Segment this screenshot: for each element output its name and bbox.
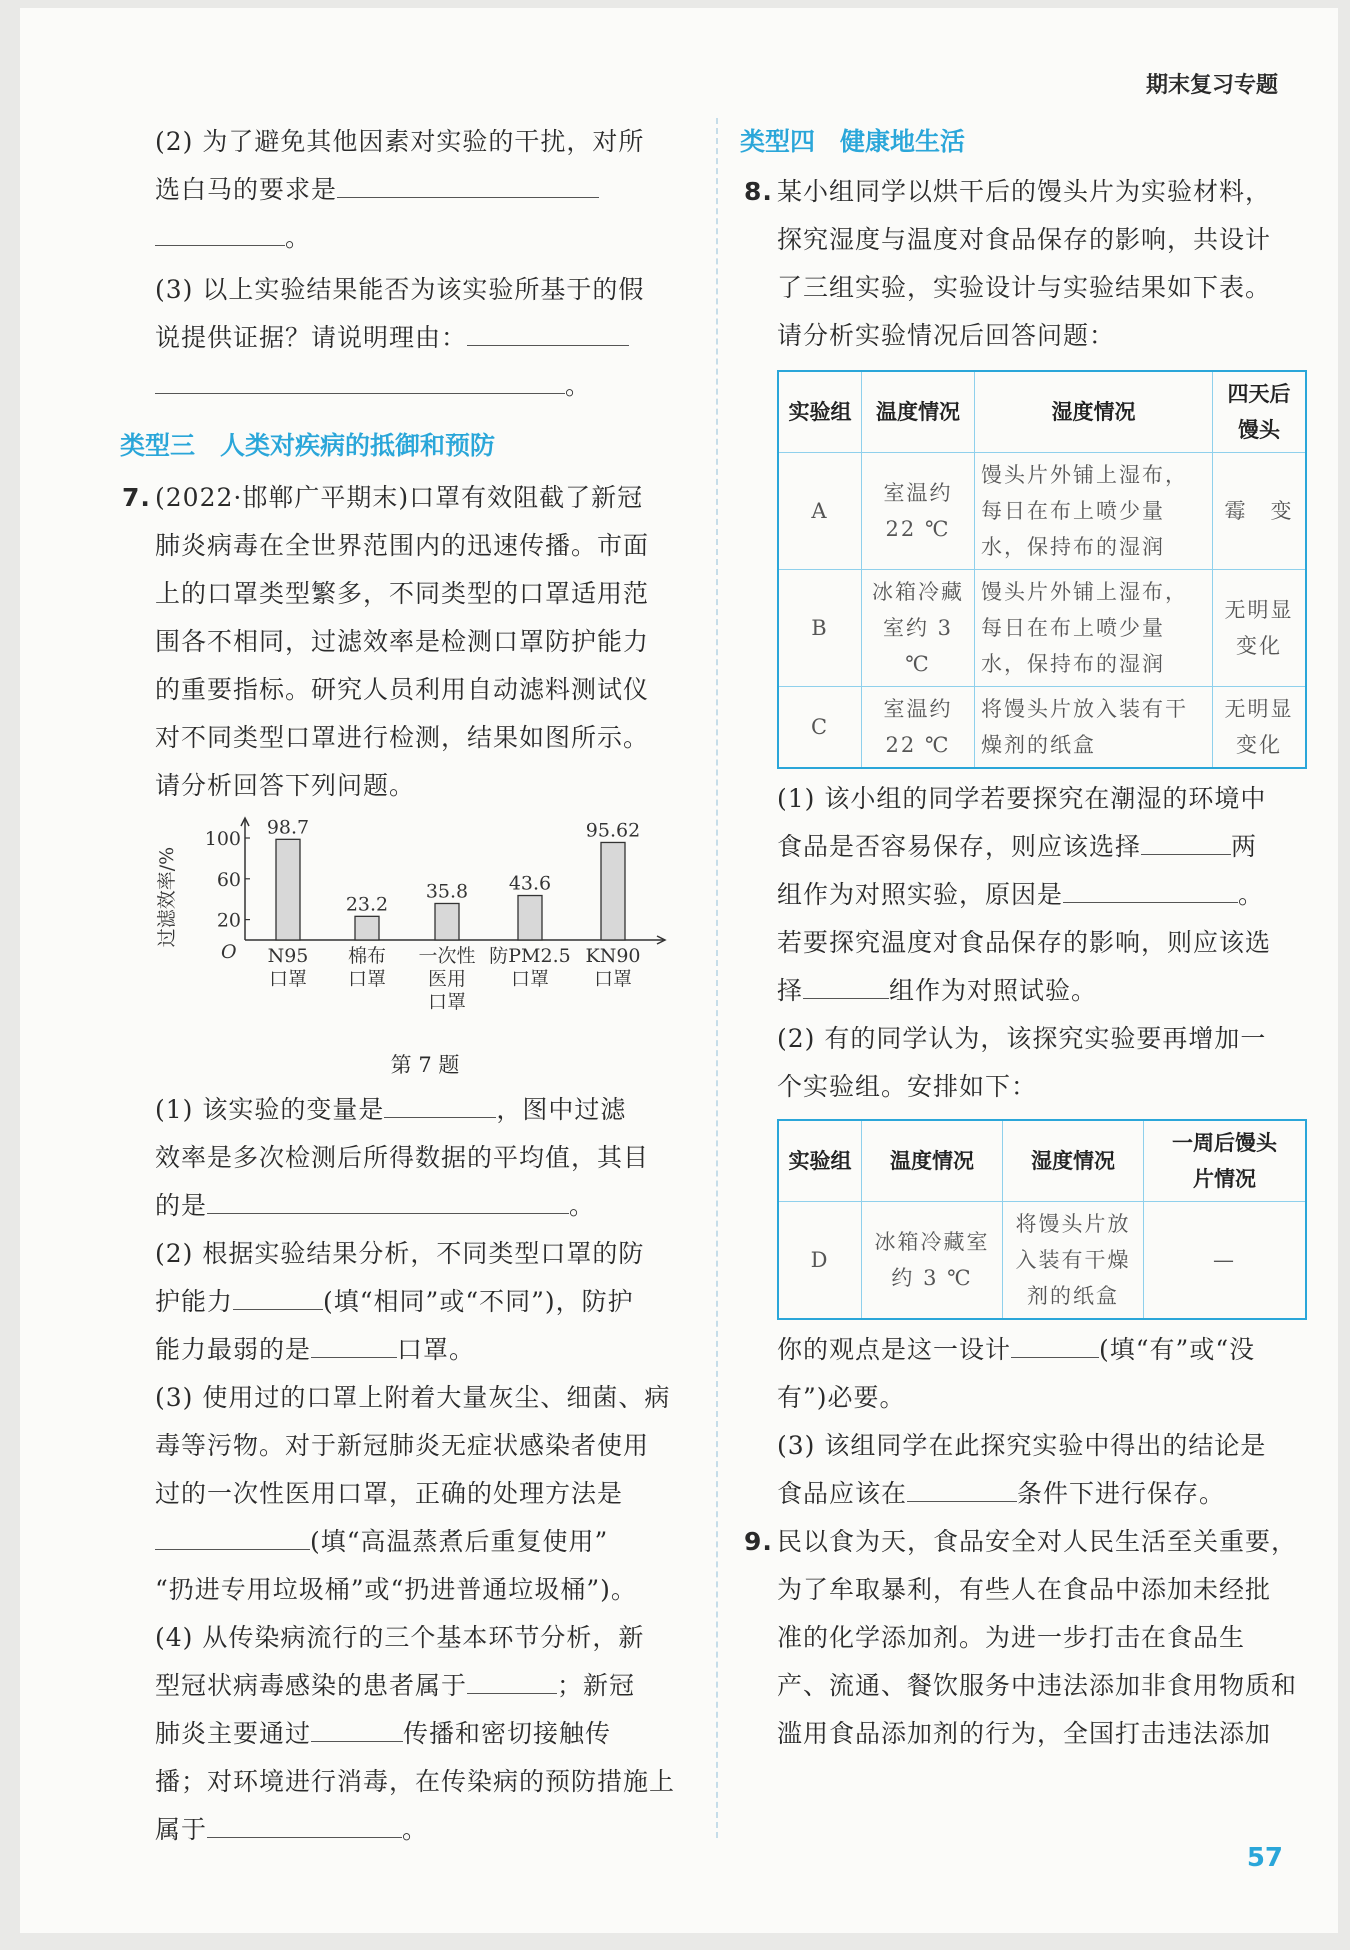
answer-blank[interactable] [1141,826,1231,855]
answer-blank[interactable] [467,317,629,346]
table-cell: D [778,1202,862,1320]
table-header: 温度情况 [862,1120,1003,1202]
q7-1-text: (1) 该实验的变量是 [155,1095,385,1124]
table-cell: 冰箱冷藏室 约 3 ℃ [862,1202,1003,1320]
answer-blank[interactable] [803,970,889,999]
answer-blank[interactable] [311,1713,403,1742]
x-tick-label: 防PM2.5 [489,945,571,967]
q9-line: 为了牟取暴利，有些人在食品中添加未经批 [777,1575,1272,1604]
q8-line: 请分析实验情况后回答问题： [777,321,1116,350]
answer-blank[interactable] [311,1329,397,1358]
q7-line [122,474,695,522]
q7-line: 围各不相同，过滤效率是检测口罩防护能力 [155,627,650,656]
section-heading-4: 类型四 健康地生活 [740,127,966,156]
x-tick-label: 口罩 [268,968,308,990]
q6-3-end: 。 [565,371,592,400]
q8-1-line2 [777,823,1307,871]
q9-line: 滥用食品添加剂的行为，全国打击违法添加 [777,1719,1272,1748]
q8-2-line4: 有”)必要。 [777,1383,906,1412]
page [20,8,1338,1933]
chart-caption: 第 7 题 [390,1053,460,1077]
table-header-row [778,371,1306,453]
x-tick-label: 棉布 [347,945,387,967]
column-divider [716,118,718,1838]
q6-2-line1: (2) 为了避免其他因素对实验的干扰，对所 [155,127,645,156]
y-tick-label: 60 [216,868,241,891]
section-heading-3: 类型三 人类对疾病的抵御和预防 [120,431,496,460]
bar [518,896,542,940]
q7-1-line2: 效率是多次检测后所得数据的平均值，其目 [155,1143,650,1172]
bar [355,916,379,940]
q7-4-line5 [155,1806,695,1854]
q8-1-line4: 若要探究温度对食品保存的影响，则应该选 [777,928,1272,957]
table-row [778,453,1306,570]
table-cell: 无明显 变化 [1213,570,1307,687]
bar [601,842,625,940]
y-axis-label: 过滤效率/% [156,846,178,948]
table-header-row [778,1120,1306,1202]
table-cell: 霉 变 [1213,453,1307,570]
q7-4-line4: 播；对环境进行消毒，在传染病的预防措施上 [155,1767,676,1796]
q8-3-line2 [777,1470,1307,1518]
q8-line [744,168,1307,216]
table-cell: — [1144,1202,1307,1320]
table-cell: 将馒头片放 入装有干燥 剂的纸盒 [1003,1202,1144,1320]
q6-3-line2 [155,314,695,362]
answer-blank[interactable] [337,169,599,198]
q7-3-text: (填“高温蒸煮后重复使用” [310,1527,609,1556]
q8-2-line2: 个实验组。安排如下： [777,1072,1038,1101]
table-cell: B [778,570,862,687]
q7-4-line2 [155,1662,695,1710]
chart-svg [145,810,685,1050]
y-tick-label: 100 [204,828,241,850]
x-tick-label: 口罩 [593,968,633,990]
question-7 [122,474,695,810]
q7-4-line3 [155,1710,695,1758]
q7-line: 请分析回答下列问题。 [155,771,416,800]
experiment-table-1 [777,370,1307,769]
q8-1-line1: (1) 该小组的同学若要探究在潮湿的环境中 [777,784,1267,813]
table-cell: C [778,687,862,769]
table-header: 四天后 馒头 [1213,371,1307,453]
question-number: 7. [122,483,151,512]
q8-2-text2: (填“有”或“没 [1099,1335,1256,1364]
answer-blank[interactable] [384,1089,496,1118]
q6-2-line3 [155,214,695,262]
table-cell: 室温约 22 ℃ [862,687,975,769]
table-header: 实验组 [778,371,862,453]
q7-3-line2: 毒等污物。对于新冠肺炎无症状感染者使用 [155,1431,650,1460]
question-number: 9. [744,1527,773,1556]
q7-2-text3: 能力最弱的是 [155,1335,312,1364]
data-label: 35.8 [425,880,469,903]
q7-text: (2022·邯郸广平期末)口罩有效阻截了新冠 [155,483,644,512]
q8-1-line5 [777,967,1307,1015]
answer-blank[interactable] [207,1809,402,1838]
q8-1-text3: 组作为对照实验，原因是 [777,880,1064,909]
answer-blank[interactable] [1063,874,1238,903]
q7-3-line3: 过的一次性医用口罩，正确的处理方法是 [155,1479,624,1508]
answer-blank[interactable] [467,1665,557,1694]
q8-line: 了三组实验，实验设计与实验结果如下表。 [777,273,1272,302]
q7-1-line3 [155,1182,695,1230]
x-tick-label: 口罩 [427,991,467,1013]
table-header: 湿度情况 [1003,1120,1144,1202]
experiment-table-2 [777,1119,1307,1320]
header-title: 期末复习专题 [1145,73,1278,98]
q7-2-line1: (2) 根据实验结果分析，不同类型口罩的防 [155,1239,645,1268]
q7-2-line2 [155,1278,695,1326]
table-cell: 冰箱冷藏 室约 3 ℃ [862,570,975,687]
table-cell: A [778,453,862,570]
q7-4-end: 。 [402,1815,429,1844]
q7-3-line1: (3) 使用过的口罩上附着大量灰尘、细菌、病 [155,1383,671,1412]
q6-2-line2 [155,166,695,214]
q7-1-line1 [155,1086,695,1134]
q7-1-end: 。 [569,1191,596,1220]
answer-blank[interactable] [155,217,285,246]
q7-2-line3 [155,1326,695,1374]
q7-1-text2: ，图中过滤 [496,1095,627,1124]
question-number: 8. [744,177,773,206]
q7-3-line4 [155,1518,695,1566]
left-column [120,118,695,1854]
q7-2-text: 护能力 [155,1287,234,1316]
q7-4-text2: ；新冠 [557,1671,636,1700]
table-cell: 无明显 变化 [1213,687,1307,769]
q8-3-text: 食品应该在 [777,1479,908,1508]
bar [435,903,459,940]
q7-line: 上的口罩类型繁多，不同类型的口罩适用范 [155,579,650,608]
q8-text: 某小组同学以烘干后的馒头片为实验材料， [777,177,1272,206]
answer-blank[interactable] [1011,1329,1099,1358]
q8-3-text2: 条件下进行保存。 [1017,1479,1226,1508]
q8-1-end: 。 [1238,880,1265,909]
q7-4-line1: (4) 从传染病流行的三个基本环节分析，新 [155,1623,645,1652]
origin-label: O [221,941,237,963]
q6-3-text: 说提供证据？请说明理由： [155,323,468,352]
table-header: 湿度情况 [975,371,1213,453]
q8-1-line3 [777,871,1307,919]
q7-3-line5: “扔进专用垃圾桶”或“扔进普通垃圾桶”)。 [155,1575,637,1604]
q7-4-text3: 肺炎主要通过 [155,1719,312,1748]
answer-blank[interactable] [907,1473,1017,1502]
q8-1-text4: 择 [777,976,804,1005]
right-column [740,118,1307,1758]
x-tick-label: 医用 [427,968,467,990]
q6-2-end: 。 [285,223,312,252]
answer-blank[interactable] [207,1185,569,1214]
q9-text: 民以食为天，食品安全对人民生活至关重要， [777,1527,1298,1556]
q9-line: 准的化学添加剂。为进一步打击在食品生 [777,1623,1246,1652]
data-label: 98.7 [266,816,310,839]
filter-efficiency-chart [145,810,685,1050]
q8-line: 探究湿度与温度对食品保存的影响，共设计 [777,225,1272,254]
answer-blank[interactable] [155,365,565,394]
q7-4-text5: 属于 [155,1815,208,1844]
q7-1-text3: 的是 [155,1191,208,1220]
x-tick-label: 口罩 [510,968,550,990]
table-header: 实验组 [778,1120,862,1202]
q7-line: 肺炎病毒在全世界范围内的迅速传播。市面 [155,531,650,560]
q9-line [744,1518,1307,1566]
x-tick-label: N95 [267,945,309,967]
table-header: 一周后馒头 片情况 [1144,1120,1307,1202]
q8-1-text5: 组作为对照试验。 [889,976,1098,1005]
x-tick-label: KN90 [585,945,641,967]
x-tick-label: 口罩 [347,968,387,990]
q6-3-line1: (3) 以上实验结果能否为该实验所基于的假 [155,275,645,304]
bar [276,839,300,940]
q7-2-text2: (填“相同”或“不同”)，防护 [323,1287,634,1316]
answer-blank[interactable] [155,1521,310,1550]
q8-2-line3 [777,1326,1307,1374]
table-header: 温度情况 [862,371,975,453]
data-label: 43.6 [508,872,552,895]
x-tick-label: 一次性 [418,945,476,967]
page-number: 57 [1246,1843,1283,1873]
table-row [778,1202,1306,1320]
q7-4-text4: 传播和密切接触传 [403,1719,612,1748]
q7-line: 对不同类型口罩进行检测，结果如图所示。 [155,723,650,752]
table-cell: 将馒头片放入装有干 燥剂的纸盒 [975,687,1213,769]
q8-1-text2: 两 [1231,832,1258,861]
table-cell: 馒头片外铺上湿布， 每日在布上喷少量 水，保持布的湿润 [975,453,1213,570]
data-label: 23.2 [345,893,389,916]
q8-2-line1: (2) 有的同学认为，该探究实验要再增加一 [777,1024,1267,1053]
data-label: 95.62 [585,819,641,842]
answer-blank[interactable] [233,1281,323,1310]
q6-2-text: 选白马的要求是 [155,175,338,204]
q7-line: 的重要指标。研究人员利用自动滤料测试仪 [155,675,650,704]
table-cell: 馒头片外铺上湿布， 每日在布上喷少量 水，保持布的湿润 [975,570,1213,687]
table-row [778,687,1306,769]
table-row [778,570,1306,687]
y-tick-label: 20 [216,909,241,932]
table-cell: 室温约 22 ℃ [862,453,975,570]
q6-3-line3 [155,362,695,410]
q8-2-text: 你的观点是这一设计 [777,1335,1012,1364]
q9-line: 产、流通、餐饮服务中违法添加非食用物质和 [777,1671,1298,1700]
q8-3-line1: (3) 该组同学在此探究实验中得出的结论是 [777,1431,1267,1460]
q8-1-text: 食品是否容易保存，则应该选择 [777,832,1142,861]
q7-4-text: 型冠状病毒感染的患者属于 [155,1671,468,1700]
q7-2-end: 口罩。 [397,1335,476,1364]
